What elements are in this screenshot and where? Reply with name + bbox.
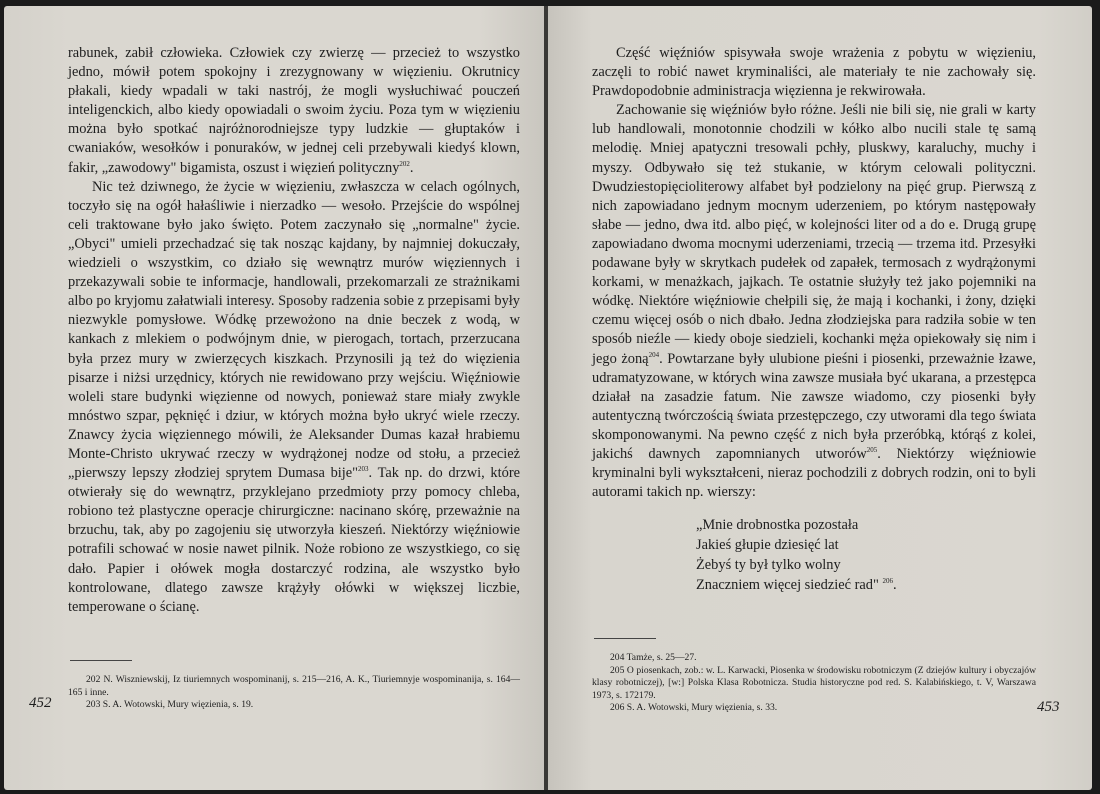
- paragraph: rabunek, zabił człowieka. Człowiek czy zwierzę — przecież to wszystko jedno, mówił potem spokojny i zrezygnowany w więzieniu. Okrutnicy płakali, kiedy wpadali w taki nastrój, że mogli wysłuchiwać pouczeń inteligenckich, albo kiedy opowiadali o swoim życiu. Poza tym w więzieniu można było spotkać najróżnorodniejsze typy ludzkie — głuptaków i cwaniaków, wesołków i ponuraków, w jednej celi przebywali kiedyś klown, fakir, „zawodowy" bigamista, oszust i więzień polityczny$^{202}$.: [68, 45, 520, 176]
- paragraph: Zachowanie się więźniów było różne. Jeśli nie bili się, nie grali w karty lub handlowali, monotonnie chodzili w kółko albo nucili stale tę samą melodię. Mniej apatyczni tresowali pchły, pluskwy, karaluchy, muchy i myszy. Odbywało się też stukanie, w którym celowali polityczni. Dwudziestopięcioliterowy alfabet był podzielony na pięć grup. Pierwszą z nich zapowiadano jednym mocnym uderzeniem, po którym następowały słabe — jedno, dwa itd. albo pięć, w kolejności liter od a do e. Drugą grupę zapowiadano dwoma mocnymi uderzeniami, trzecią — trzema itd. Przesyłki podawane były w skrytkach pudełek od zapałek, termosach z wydrążonymi korkami, w menażkach, jajkach. Te ostatnie służyły też jako pojemniki na wódkę. Niektóre więźniowie chełpili się, że mają i kochanki, i żony, dzięki czemu więcej osób o nich dbało. Jedna złodziejska para radziła sobie w ten sposób nieźle — kiedy oboje siedzieli, kochanki męża opiekowały się nim i jego żoną$^{204}$. Powtarzane były ulubione pieśni i piosenki, przeważnie łzawe, udramatyzowane, w których wina zawsze musiała być ukarana, a przestępca działał na zasadzie fatum. Nie zawsze wiadomo, czy piosenki były autentyczną twórczością świata przestępczego, czy utworami dla tego świata skomponowanymi. Na pewno część z nich była przeróbką, którąś z kolei, jakichś dawnych zapomnianych utworów$^{205}$. Niektórzy więźniowie kryminalni byli wykształceni, nieraz pochodzili z dobrych rodzin, oni to byli autorami takich np. wierszy:: [592, 102, 1037, 501]
- paragraph: Część więźniów spisywała swoje wrażenia z pobytu w więzieniu, zaczęli to robić nawet kryminaliści, ale materiały te nie zachowały się. Prawdopodobnie administracja więzienna je rekwirowała.: [592, 45, 1036, 100]
- footnote-ref[interactable]: 204: [648, 350, 660, 359]
- footnote-separator: [70, 660, 132, 661]
- footnote: 204 Tamże, s. 25—27.: [610, 652, 697, 663]
- poem-line: Żebyś ty był tylko wolny: [696, 556, 841, 573]
- footnote: 205 O piosenkach, zob.: w. L. Karwacki, Piosenka w środowisku robotniczym (Z dziejów kultury i obyczajów klasy robotniczej), [w:] Polska Klasa Robotnicza. Studia historyczne pod red. S. Kalabińskiego, t. V, Warszawa 1973, s. 172179.: [592, 664, 1036, 701]
- footnote-ref[interactable]: 206: [882, 576, 893, 585]
- page-number: 452: [29, 695, 52, 711]
- poem-line: Znaczniem więcej siedzieć rad" $^{206}$.: [696, 576, 897, 593]
- left-footnotes: [68, 674, 520, 712]
- footnote-ref[interactable]: 202: [399, 159, 410, 168]
- right-page-body: [592, 44, 1036, 595]
- poem-line: Jakieś głupie dziesięć lat: [696, 537, 839, 554]
- right-footnotes: [592, 652, 1036, 715]
- page-number: 453: [1037, 699, 1060, 715]
- footnote-ref[interactable]: 203: [358, 465, 369, 474]
- left-page-body: [68, 44, 520, 617]
- right-page: [548, 6, 1092, 790]
- footnote-ref[interactable]: 205: [866, 446, 878, 455]
- footnote: 202 N. Wiszniewskij, Iz tiuriemnych wospominanij, s. 215—216, A. K., Tiuriemnyje wospominanija, s. 164—165 i inne.: [68, 674, 520, 698]
- poem: [696, 516, 1036, 595]
- footnote-separator: [594, 638, 656, 639]
- poem-line: „Mnie drobnostka pozostała: [696, 517, 859, 534]
- footnote: 203 S. A. Wotowski, Mury więzienia, s. 19.: [86, 699, 254, 711]
- footnote: 206 S. A. Wotowski, Mury więzienia, s. 33.: [610, 702, 778, 714]
- left-page: [4, 6, 544, 790]
- paragraph: Nic też dziwnego, że życie w więzieniu, zwłaszcza w celach ogólnych, toczyło się na ogół hałaśliwie i nierzadko — wesoło. Przejście do wspólnej celi traktowane było jako święto. Potem zaczynało się „normalne" życie. „Obyci" umieli przechadzać się tak nosząc kajdany, by najmniej dokuczały, wiedzieli o wszystkim, co działo się wewnątrz murów więziennych i przekazywali sobie te informacje, handlowali, przekomarzali ze strażnikami albo po kryjomu załatwiali interesy. Sposoby radzenia sobie z przepisami były niezwykle pomysłowe. Wódkę przewożono na dnie beczek z wodą, w kankach z mlekiem o podwójnym dnie, w pierogach, tortach, przerzucana była przez mury w zwierzęcych kiszkach. Przynosili ją też do więzienia pisarze i niżsi urzędnicy, których nie rewidowano przy wejściu. Więźniowie woleli stare budynki więzienne od nowych, ponieważ stare miały zwykle mnóstwo szpar, pęknięć i dziur, w których można było ukryć wiele rzeczy. Znawcy życia więziennego mówili, że Aleksander Dumas kazał hrabiemu Monte-Christo ukrywać rzeczy w wydrążonej nodze od stołu, a przecież „pierwszy lepszy złodziej sprytem Dumasa bije"$^{203}$. Tak np. do drzwi, które otwierały się do wewnątrz, przyklejano przedmioty przy pomocy chleba, robiono też plastyczne operacje chirurgiczne: nacinano skórę, przeważnie na brzuchu, tak, aby po zagojeniu się utworzyła kieszeń. Niektórzy więźniowie potrafili schować w nosie nawet pilnik. Noże robiono ze wszystkiego, co się dało. Papier i ołówek mogła dostarczyć rodzina, ale wszystko było kontrolowane, dlatego zawsze krążyły ołówki w większej liczbie, temperowane o ścianę.: [68, 178, 520, 615]
